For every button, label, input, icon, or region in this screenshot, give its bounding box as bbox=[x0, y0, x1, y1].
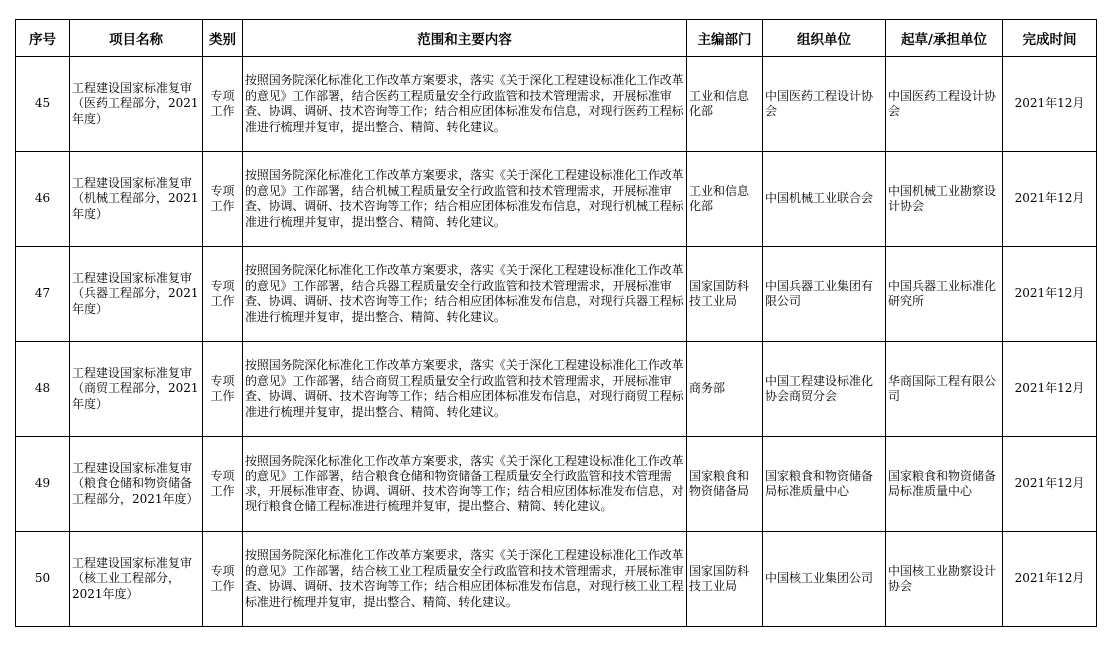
cell-org: 中国核工业集团公司 bbox=[763, 532, 886, 627]
cell-date: 2021年12月 bbox=[1003, 152, 1097, 247]
header-org: 组织单位 bbox=[763, 20, 886, 57]
header-no: 序号 bbox=[16, 20, 70, 57]
cell-drafter: 中国医药工程设计协会 bbox=[886, 57, 1003, 152]
cell-no: 48 bbox=[16, 342, 70, 437]
cell-date: 2021年12月 bbox=[1003, 247, 1097, 342]
cell-type: 专项工作 bbox=[203, 342, 243, 437]
cell-org: 中国医药工程设计协会 bbox=[763, 57, 886, 152]
cell-date: 2021年12月 bbox=[1003, 57, 1097, 152]
cell-type: 专项工作 bbox=[203, 532, 243, 627]
table-row bbox=[16, 247, 1097, 342]
cell-type: 专项工作 bbox=[203, 152, 243, 247]
cell-dept: 国家国防科技工业局 bbox=[687, 532, 763, 627]
cell-scope: 按照国务院深化标准化工作改革方案要求，落实《关于深化工程建设标准化工作改革的意见》工作部署，结合医药工程质量安全行政监管和技术管理需求，开展标准审查、协调、调研、技术咨询等工作；结合相应团体标准发布信息，对现行医药工程标准进行梳理并复审，提出整合、精简、转化建议。 bbox=[243, 57, 687, 152]
cell-drafter: 华商国际工程有限公司 bbox=[886, 342, 1003, 437]
standards-review-table bbox=[15, 19, 1097, 627]
cell-project-name: 工程建设国家标准复审（机械工程部分，2021年度） bbox=[70, 152, 203, 247]
table-row bbox=[16, 342, 1097, 437]
cell-org: 中国兵器工业集团有限公司 bbox=[763, 247, 886, 342]
cell-project-name: 工程建设国家标准复审（医药工程部分，2021年度） bbox=[70, 57, 203, 152]
cell-dept: 工业和信息化部 bbox=[687, 57, 763, 152]
cell-scope: 按照国务院深化标准化工作改革方案要求，落实《关于深化工程建设标准化工作改革的意见》工作部署，结合商贸工程质量安全行政监管和技术管理需求，开展标准审查、协调、调研、技术咨询等工作；结合相应团体标准发布信息，对现行商贸工程标准进行梳理并复审，提出整合、精简、转化建议。 bbox=[243, 342, 687, 437]
cell-org: 国家粮食和物资储备局标准质量中心 bbox=[763, 437, 886, 532]
cell-project-name: 工程建设国家标准复审（核工业工程部分，2021年度） bbox=[70, 532, 203, 627]
cell-dept: 国家粮食和物资储备局 bbox=[687, 437, 763, 532]
cell-no: 47 bbox=[16, 247, 70, 342]
table-row bbox=[16, 152, 1097, 247]
cell-dept: 工业和信息化部 bbox=[687, 152, 763, 247]
header-name: 项目名称 bbox=[70, 20, 203, 57]
cell-type: 专项工作 bbox=[203, 437, 243, 532]
cell-project-name: 工程建设国家标准复审（商贸工程部分，2021年度） bbox=[70, 342, 203, 437]
cell-no: 46 bbox=[16, 152, 70, 247]
cell-dept: 国家国防科技工业局 bbox=[687, 247, 763, 342]
cell-type: 专项工作 bbox=[203, 57, 243, 152]
header-row bbox=[16, 20, 1097, 57]
cell-drafter: 国家粮食和物资储备局标准质量中心 bbox=[886, 437, 1003, 532]
cell-date: 2021年12月 bbox=[1003, 437, 1097, 532]
table-row bbox=[16, 437, 1097, 532]
cell-scope: 按照国务院深化标准化工作改革方案要求，落实《关于深化工程建设标准化工作改革的意见》工作部署，结合兵器工程质量安全行政监管和技术管理需求，开展标准审查、协调、调研、技术咨询等工作；结合相应团体标准发布信息，对现行兵器工程标准进行梳理并复审，提出整合、精简、转化建议。 bbox=[243, 247, 687, 342]
cell-scope: 按照国务院深化标准化工作改革方案要求，落实《关于深化工程建设标准化工作改革的意见》工作部署，结合核工业工程质量安全行政监管和技术管理需求，开展标准审查、协调、调研、技术咨询等工作；结合相应团体标准发布信息，对现行核工业工程标准进行梳理并复审，提出整合、精简、转化建议。 bbox=[243, 532, 687, 627]
cell-type: 专项工作 bbox=[203, 247, 243, 342]
cell-no: 45 bbox=[16, 57, 70, 152]
cell-project-name: 工程建设国家标准复审（兵器工程部分，2021年度） bbox=[70, 247, 203, 342]
table-row bbox=[16, 57, 1097, 152]
header-drafter: 起草/承担单位 bbox=[886, 20, 1003, 57]
cell-drafter: 中国兵器工业标准化研究所 bbox=[886, 247, 1003, 342]
header-scope: 范围和主要内容 bbox=[243, 20, 687, 57]
cell-org: 中国机械工业联合会 bbox=[763, 152, 886, 247]
header-date: 完成时间 bbox=[1003, 20, 1097, 57]
cell-date: 2021年12月 bbox=[1003, 342, 1097, 437]
cell-scope: 按照国务院深化标准化工作改革方案要求，落实《关于深化工程建设标准化工作改革的意见》工作部署，结合机械工程质量安全行政监管和技术管理需求，开展标准审查、协调、调研、技术咨询等工作；结合相应团体标准发布信息，对现行机械工程标准进行梳理并复审，提出整合、精简、转化建议。 bbox=[243, 152, 687, 247]
table-row bbox=[16, 532, 1097, 627]
cell-no: 50 bbox=[16, 532, 70, 627]
cell-dept: 商务部 bbox=[687, 342, 763, 437]
cell-org: 中国工程建设标准化协会商贸分会 bbox=[763, 342, 886, 437]
cell-scope: 按照国务院深化标准化工作改革方案要求，落实《关于深化工程建设标准化工作改革的意见》工作部署，结合粮食仓储和物资储备工程质量安全行政监管和技术管理需求，开展标准审查、协调、调研、技术咨询等工作；结合相应团体标准发布信息，对现行粮食仓储工程标准进行梳理并复审，提出整合、精简、转化建议。 bbox=[243, 437, 687, 532]
cell-project-name: 工程建设国家标准复审（粮食仓储和物资储备工程部分，2021年度） bbox=[70, 437, 203, 532]
header-type: 类别 bbox=[203, 20, 243, 57]
cell-no: 49 bbox=[16, 437, 70, 532]
cell-drafter: 中国核工业勘察设计协会 bbox=[886, 532, 1003, 627]
cell-drafter: 中国机械工业勘察设计协会 bbox=[886, 152, 1003, 247]
cell-date: 2021年12月 bbox=[1003, 532, 1097, 627]
header-dept: 主编部门 bbox=[687, 20, 763, 57]
